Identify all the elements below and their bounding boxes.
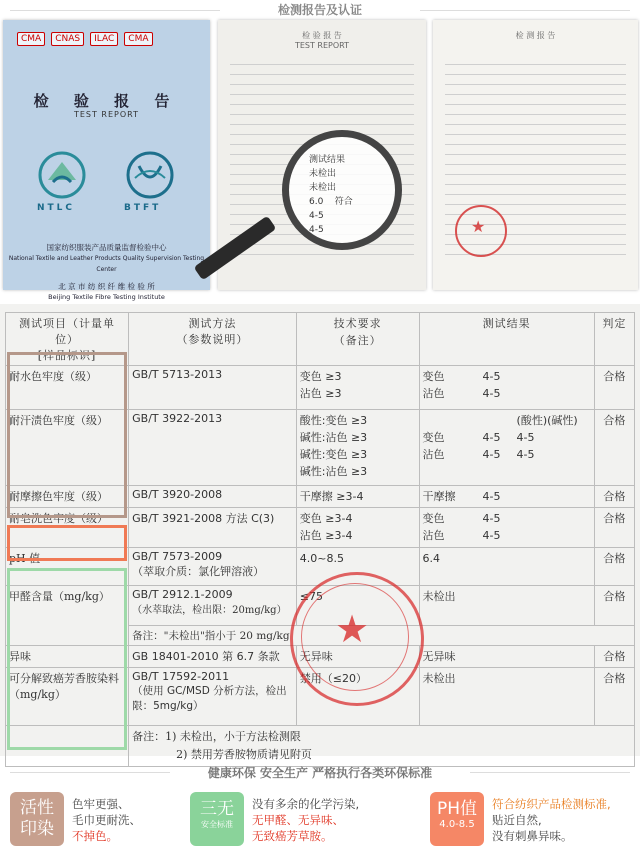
row-requirement: ≤75 — [296, 586, 419, 626]
row-method: GB/T 7573-2009 （萃取介质：氯化钾溶液） — [129, 548, 297, 586]
btft-logo-icon — [121, 150, 179, 200]
row-item: 耐摩擦色牢度（级） — [6, 486, 129, 508]
header-result: 测试结果 — [419, 313, 594, 366]
row-result: 变色 4-5 沾色 4-5 — [419, 508, 594, 548]
magnifier-icon — [282, 130, 402, 250]
cover-title: 检 验 报 告 — [33, 92, 180, 110]
row-result: 未检出 — [419, 668, 594, 726]
row-verdict: 合格 — [594, 548, 634, 586]
row-result: 未检出 — [419, 586, 594, 626]
cma-badge-2: CMA — [124, 32, 152, 46]
report-page-header: 检 验 报 告 TEST REPORT — [294, 31, 350, 50]
row-method: GB/T 3922-2013 — [129, 410, 297, 486]
row-result: (酸性)(碱性) 变色 4-5 4-5 沾色 4-5 4-5 — [419, 410, 594, 486]
cnas-badge: CNAS — [51, 32, 84, 46]
ph-badge: PH值 4.0-8.5 — [430, 792, 484, 846]
org2-name-cn: 北 京 市 纺 织 纤 维 检 验 所 — [58, 282, 155, 291]
cma-badge: CMA — [17, 32, 45, 46]
header-item: 测试项目（计量单位） [样品标识] — [6, 313, 129, 366]
row-item: 可分解致癌芳香胺染料（mg/kg） — [6, 668, 129, 726]
row-item: 耐水色牢度（级） — [6, 366, 129, 410]
feature-ph — [430, 792, 635, 848]
three-free-text: 没有多余的化学污染, 无甲醛、无异味、 无致癌芳草胺。 — [252, 797, 360, 843]
row-item: 异味 — [6, 646, 129, 668]
row-verdict: 合格 — [594, 508, 634, 548]
row-requirement: 酸性:变色 ≥3 碱性:沾色 ≥3 碱性:变色 ≥3 碱性:沾色 ≥3 — [296, 410, 419, 486]
row-requirement: 无异味 — [296, 646, 419, 668]
feature-reactive-dye — [10, 792, 200, 848]
row-verdict: 合格 — [594, 366, 634, 410]
row-requirement: 变色 ≥3 沾色 ≥3 — [296, 366, 419, 410]
row-verdict: 合格 — [594, 410, 634, 486]
org2-name-en: Beijing Textile Fibre Testing Institute — [48, 293, 165, 301]
header-method: 测试方法 （参数说明） — [129, 313, 297, 366]
row-requirement: 禁用（≤20） — [296, 668, 419, 726]
header-verdict: 判定 — [594, 313, 634, 366]
reactive-dye-badge: 活性 印染 — [10, 792, 64, 846]
ntlc-logo-icon — [33, 150, 91, 200]
ph-text: 符合纺织产品检测标准, 贴近自然, 没有刺鼻异味。 — [492, 797, 611, 843]
test-report-header: 检 测 报 告 — [515, 31, 556, 40]
report-cover-photo — [3, 20, 210, 301]
feature-three-free — [190, 792, 420, 848]
reactive-dye-text: 色牢更强、 毛巾更耐洗、 不掉色。 — [72, 797, 141, 843]
btft-label: BTFT — [124, 203, 162, 213]
safety-highlight — [7, 568, 127, 750]
row-requirement: 4.0~8.5 — [296, 548, 419, 586]
report-banner-title: 检测报告及认证 — [0, 0, 640, 20]
row-item: pH 值 — [6, 548, 129, 586]
company-seal-icon — [290, 572, 424, 706]
table-footnote: 备注：1) 未检出，小于方法检测限 2) 禁用芳香胺物质请见附页 — [129, 726, 635, 767]
row-method: GB 18401-2010 第 6.7 条款 — [129, 646, 297, 668]
row-requirement: 变色 ≥3-4 沾色 ≥3-4 — [296, 508, 419, 548]
bottom-title: 健康环保 安全生产 严格执行各类环保标准 — [0, 764, 640, 781]
row-item: 甲醛含量（mg/kg） — [6, 586, 129, 646]
cover-organization — [3, 242, 210, 303]
formaldehyde-note: 备注："未检出"指小于 20 mg/kg — [129, 626, 635, 646]
magnified-results: 测试结果 未检出 未检出 6.0 符合 4-5 4-5 — [309, 155, 353, 235]
colorfastness-highlight — [7, 352, 127, 518]
org-name-en: National Textile and Leather Products Quality Supervision Testing Center — [8, 255, 205, 273]
cover-subtitle: TEST REPORT — [73, 110, 140, 119]
row-item: 耐皂洗色牢度（级） — [6, 508, 129, 548]
org-name-cn: 国家纺织服装产品质量监督检验中心 — [46, 243, 167, 252]
row-requirement: 干摩擦 ≥3-4 — [296, 486, 419, 508]
row-item: 耐汗渍色牢度（级） — [6, 410, 129, 486]
row-method: GB/T 3921-2008 方法 C(3) — [129, 508, 297, 548]
ilac-badge: ILAC — [90, 32, 118, 46]
row-method: GB/T 3920-2008 — [129, 486, 297, 508]
row-result: 无异味 — [419, 646, 594, 668]
row-result: 6.4 — [419, 548, 594, 586]
row-result: 变色 4-5 沾色 4-5 — [419, 366, 594, 410]
three-free-badge: 三无 安全标准 — [190, 792, 244, 846]
row-verdict: 合格 — [594, 486, 634, 508]
certificate-photos — [0, 20, 640, 301]
ntlc-label: NTLC — [37, 203, 76, 213]
row-method: GB/T 17592-2011 （使用 GC/MSD 分析方法，检出限：5mg/kg） — [129, 668, 297, 726]
ph-highlight — [7, 525, 127, 561]
cover-badges — [17, 32, 153, 46]
row-result: 干摩擦 4-5 — [419, 486, 594, 508]
header-requirement: 技术要求 （备注） — [296, 313, 419, 366]
red-seal-icon — [455, 205, 507, 257]
test-report-photo — [433, 20, 638, 290]
row-verdict: 合格 — [594, 646, 634, 668]
row-method: GB/T 2912.1-2009 （水萃取法，检出限：20mg/kg） — [129, 586, 297, 626]
row-verdict: 合格 — [594, 586, 634, 626]
row-method: GB/T 5713-2013 — [129, 366, 297, 410]
row-verdict: 合格 — [594, 668, 634, 726]
